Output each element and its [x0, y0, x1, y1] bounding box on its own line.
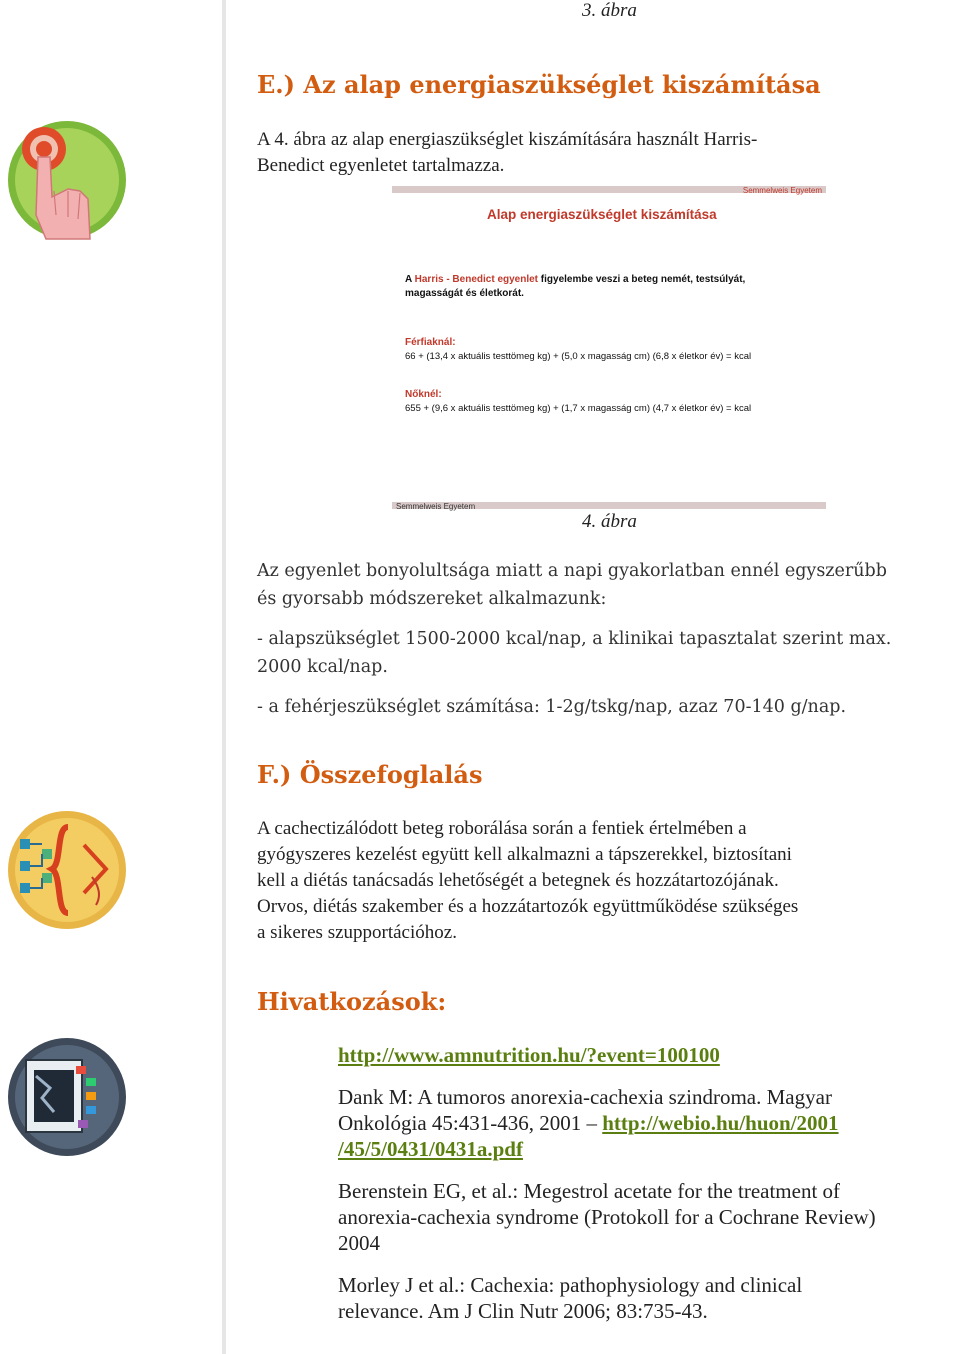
section-e-heading: E.) Az alap energiaszükséglet kiszámítása	[257, 70, 821, 99]
section-f-heading: F.) Összefoglalás	[257, 760, 483, 789]
body-text	[257, 557, 957, 721]
flowchart-brace-icon	[6, 809, 128, 931]
reference-text: anorexia-cachexia syndrome (Protokoll for a Cochrane Review)	[338, 1205, 876, 1229]
slide-women-label: Nőknél:	[405, 389, 442, 400]
reference-link[interactable]: /45/5/0431/0431a.pdf	[338, 1137, 523, 1161]
summary-line: Orvos, diétás szakember és a hozzátartozók együttműködése szükséges	[257, 896, 799, 917]
slide-men-label: Férfiaknál:	[405, 337, 456, 348]
harris-benedict-slide	[392, 186, 826, 512]
reference-4	[338, 1272, 958, 1324]
paragraph-line: - alapszükséglet 1500-2000 kcal/nap, a klinikai tapasztalat szerint max.	[257, 629, 892, 649]
slide-lead-prefix: A	[405, 274, 415, 285]
summary-line: kell a diétás tanácsadás lehetőségét a betegnek és hozzátartozójának.	[257, 870, 779, 891]
summary-line: a sikeres szupportációhoz.	[257, 922, 457, 943]
paragraph-line: és gyorsabb módszereket alkalmazunk:	[257, 589, 607, 609]
slide-lead	[405, 273, 745, 301]
figure-4-caption: 4. ábra	[582, 511, 637, 532]
reference-text: Dank M: A tumoros anorexia-cachexia szindroma. Magyar	[338, 1085, 832, 1109]
paragraph-3: - a fehérjeszükséglet számítása: 1-2g/tskg/nap, azaz 70-140 g/nap.	[257, 697, 847, 717]
summary-line: gyógyszeres kezelést együtt kell alkalmazni a tápszerekkel, biztosítani	[257, 844, 792, 865]
paragraph-line: 2000 kcal/nap.	[257, 657, 388, 677]
reference-1	[338, 1042, 958, 1068]
references-heading: Hivatkozások:	[257, 987, 447, 1016]
slide-men-formula: 66 + (13,4 x aktuális testtömeg kg) + (5,0 x magasság cm) (6,8 x életkor év) = kcal	[405, 351, 752, 362]
intro-line: Benedict egyenletet tartalmazza.	[257, 155, 505, 176]
paragraph-2	[257, 625, 957, 681]
reference-text: 2004	[338, 1231, 380, 1255]
intro-line: A 4. ábra az alap energiaszükséglet kiszámítására használt Harris-	[257, 129, 758, 150]
reference-3	[338, 1178, 958, 1256]
slide-lead-line2: magasságát és életkorát.	[405, 288, 524, 299]
documents-stack-icon	[6, 1036, 128, 1158]
slide-women-formula: 655 + (9,6 x aktuális testtömeg kg) + (1,7 x magasság cm) (4,7 x életkor év) = kcal	[405, 403, 752, 414]
reference-2	[338, 1084, 958, 1162]
reference-link[interactable]: http://www.amnutrition.hu/?event=100100	[338, 1043, 720, 1067]
section-e-intro	[257, 127, 757, 179]
paragraph-line: Az egyenlet bonyolultsága miatt a napi gyakorlatban ennél egyszerűbb	[257, 561, 887, 581]
summary-line: A cachectizálódott beteg roborálása során a fentiek értelmében a	[257, 818, 747, 839]
slide-brand-bottom: Semmelweis Egyetem	[396, 502, 476, 511]
slide-lead-highlight: Harris - Benedict egyenlet	[414, 274, 539, 285]
page-margin-line	[222, 0, 226, 1354]
reference-text: Berenstein EG, et al.: Megestrol acetate for the treatment of	[338, 1179, 841, 1203]
reference-text: Morley J et al.: Cachexia: pathophysiology and clinical	[338, 1273, 803, 1297]
reference-link[interactable]: http://webio.hu/huon/2001	[602, 1111, 839, 1135]
hand-press-button-icon	[6, 119, 128, 241]
reference-text: Onkológia 45:431-436, 2001 –	[338, 1111, 603, 1135]
paragraph-1	[257, 557, 957, 613]
section-f-text	[257, 816, 798, 946]
slide-title: Alap energiaszükséglet kiszámítása	[487, 207, 717, 222]
slide-lead-rest: figyelembe veszi a beteg nemét, testsúlyát,	[538, 274, 746, 285]
slide-brand-top: Semmelweis Egyetem	[742, 186, 822, 195]
figure-3-caption: 3. ábra	[582, 0, 637, 21]
references-list	[338, 1042, 958, 1324]
reference-text: relevance. Am J Clin Nutr 2006; 83:735-43.	[338, 1299, 708, 1323]
